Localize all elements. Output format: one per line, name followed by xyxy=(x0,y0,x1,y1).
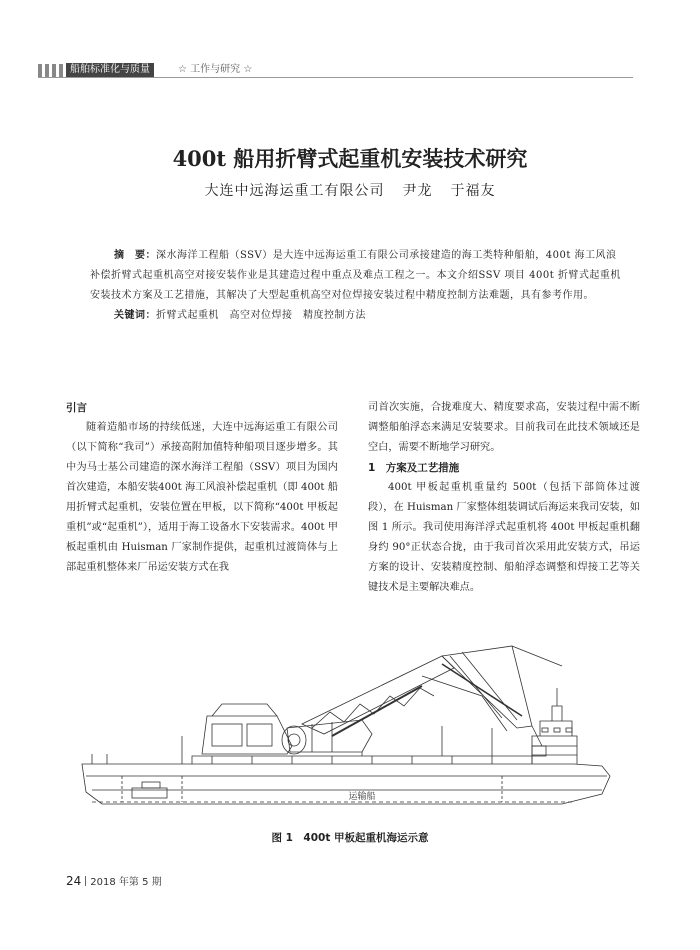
figure-1-caption: 图 1 400t 甲板起重机海运示意 xyxy=(271,832,429,844)
journal-subsection: ☆ 工作与研究 ☆ xyxy=(178,64,253,75)
body-column-left xyxy=(66,398,338,578)
intro-paragraph-2: 司首次实施，合拢难度大、精度要求高，安装过程中需不断调整船舶浮态来满足安装要求。目前我司在此技术领域还是空白，需要不断地学习研究。 xyxy=(368,402,640,453)
abstract-block xyxy=(90,246,622,326)
page-number: 24 xyxy=(66,874,82,888)
author-1: 尹龙 xyxy=(402,183,433,199)
abstract-label: 摘 要： xyxy=(114,250,156,261)
header-divider xyxy=(38,77,633,78)
intro-heading: 引言 xyxy=(66,402,87,414)
section-1-paragraph-1: 400t 甲板起重机重量约 500t（包括下部筒体过渡段），在 Huisman 厂家整体组装调试后海运来我司安装，如图 1 所示。我司使用海洋浮式起重机将 400t 甲板起重机翻身约 90°正状态合拢，由于我司首次采用此安装方式，吊运方案的设计、安装精度控制、船舶浮态调整和焊接工艺等关键技术是主要解决难点。 xyxy=(368,482,640,593)
journal-issue: 2018 年第 5 期 xyxy=(90,877,162,888)
abstract-text: 深水海洋工程船（SSV）是大连中远海运重工有限公司承接建造的海工类特种船舶，400t 海工风浪补偿折臂式起重机高空对接安装作业是其建造过程中重点及难点工程之一。本文介绍SSV 项目 400t 折臂式起重机安装技术方案及工艺措施，其解决了大型起重机高空对位焊接安装过程中精度控制方法难题，具有参考作用。 xyxy=(90,250,621,301)
running-header xyxy=(38,62,633,78)
main-boom xyxy=(302,656,454,734)
section-1-heading: 1 方案及工艺措施 xyxy=(368,462,460,474)
author-line xyxy=(0,180,700,200)
figure-1 xyxy=(62,616,642,821)
intro-paragraph-1: 随着造船市场的持续低迷，大连中远海运重工有限公司（以下简称“我司”）承接高附加值特种船项目逐步增多。其中为马士基公司建造的深水海洋工程船（SSV）项目为国内首次建造，本船安装400t 海工风浪补偿起重机（即 400t 船用折臂式起重机，安装位置在甲板，以下简称“400t 甲板起重机”或“起重机”），适用于海工设备水下安装需求。400t 甲板起重机由 Huisman 厂家制作提供，起重机过渡筒体与上部起重机整体来厂吊运安装方式在我 xyxy=(66,422,338,573)
keywords-label: 关键词： xyxy=(114,310,156,321)
ship-label: 运输船 xyxy=(348,792,376,802)
page-footer xyxy=(66,873,162,888)
article-title: 400t 船用折臂式起重机安装技术研究 xyxy=(172,146,528,171)
journal-section-tag: 船舶标准化与质量 xyxy=(66,63,154,77)
institution: 大连中远海运重工有限公司 xyxy=(204,183,385,199)
author-2: 于福友 xyxy=(450,183,496,199)
transition-cylinder xyxy=(287,720,372,752)
keywords-text: 折臂式起重机 高空对位焊接 精度控制方法 xyxy=(156,310,366,321)
crane-ship-drawing xyxy=(62,616,642,821)
body-column-right xyxy=(368,398,640,598)
